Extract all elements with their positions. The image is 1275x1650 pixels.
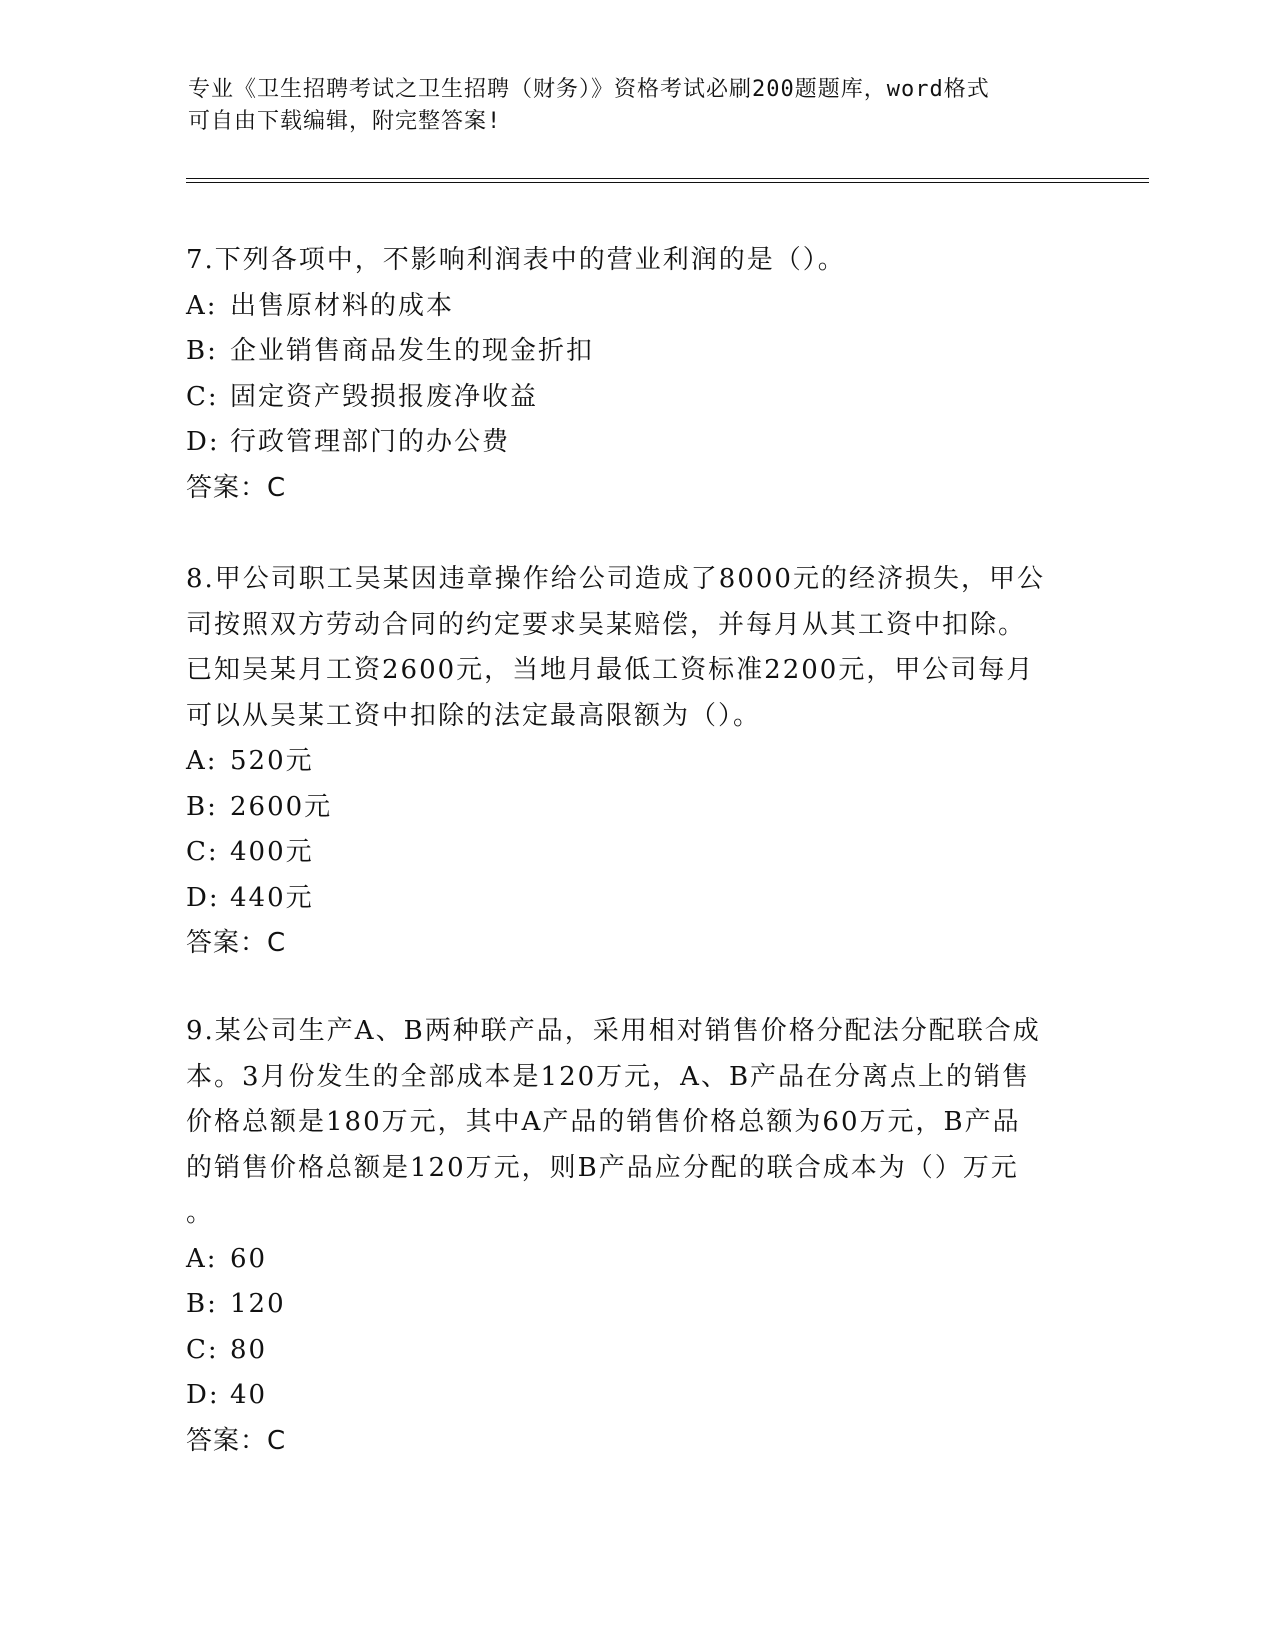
question-8: [186, 557, 1086, 967]
option-key: A:: [186, 1243, 218, 1274]
option-key: B:: [186, 791, 218, 822]
option-c: [186, 1328, 1086, 1374]
option-d: [186, 876, 1086, 922]
question-stem-line: 9.某公司生产A、B两种联产品，采用相对销售价格分配法分配联合成: [186, 1016, 1041, 1046]
option-key: D:: [186, 1380, 220, 1410]
header-line-2: 可自由下载编辑，附完整答案!: [188, 109, 502, 134]
option-text: 40: [230, 1380, 268, 1410]
question-stem-line: 价格总额是180万元，其中A产品的销售价格总额为60万元，B产品: [186, 1107, 1021, 1137]
question-stem-line: 可以从吴某工资中扣除的法定最高限额为（）。: [186, 700, 762, 731]
document-header: [188, 74, 1068, 138]
question-stem-line: 本。3月份发生的全部成本是120万元，A、B产品在分离点上的销售: [186, 1061, 1031, 1092]
question-stem-line: 8.甲公司职工吴某因违章操作给公司造成了8000元的经济损失，甲公: [186, 564, 1045, 594]
header-line-1: 专业《卫生招聘考试之卫生招聘（财务）》资格考试必刷200题题库，word格式: [188, 77, 990, 102]
option-a: [186, 739, 1086, 785]
option-b: [186, 329, 1086, 375]
question-stem-line: 已知吴某月工资2600元，当地月最低工资标准2200元，甲公司每月: [186, 655, 1035, 685]
option-d: [186, 1373, 1086, 1419]
option-text: 2600元: [230, 791, 333, 822]
option-c: [186, 830, 1086, 876]
option-key: C:: [186, 837, 219, 867]
answer-line: 答案：C: [186, 472, 287, 503]
option-text: 出售原材料的成本: [230, 290, 455, 321]
option-key: D:: [186, 427, 220, 457]
option-key: A:: [186, 746, 218, 776]
option-b: [186, 1282, 1086, 1328]
option-text: 120: [230, 1289, 286, 1319]
option-a: [186, 284, 1086, 330]
option-key: D:: [186, 882, 220, 913]
option-text: 400元: [230, 837, 314, 867]
question-9: [186, 1009, 1086, 1464]
option-c: [186, 375, 1086, 421]
option-key: C:: [186, 381, 219, 412]
option-text: 440元: [230, 882, 314, 913]
answer-line: 答案：C: [186, 1425, 287, 1456]
question-7: [186, 238, 1086, 511]
header-divider-top: [186, 178, 1149, 179]
option-key: B:: [186, 336, 218, 366]
option-a: [186, 1237, 1086, 1283]
header-divider-bottom: [186, 182, 1149, 183]
option-key: B:: [186, 1289, 218, 1319]
option-text: 80: [230, 1334, 268, 1365]
option-text: 行政管理部门的办公费: [230, 427, 511, 457]
question-stem-line: 司按照双方劳动合同的约定要求吴某赔偿，并每月从其工资中扣除。: [186, 609, 1027, 640]
question-stem-line: 。: [186, 1198, 215, 1228]
option-text: 60: [230, 1243, 268, 1274]
option-d: [186, 420, 1086, 466]
question-stem-line: 的销售价格总额是120万元，则B产品应分配的联合成本为（）万元: [186, 1152, 1019, 1183]
option-b: [186, 785, 1086, 831]
option-text: 520元: [230, 746, 314, 776]
answer-line: 答案：C: [186, 928, 287, 958]
option-text: 固定资产毁损报废净收益: [230, 381, 539, 412]
option-text: 企业销售商品发生的现金折扣: [230, 336, 595, 366]
option-key: C:: [186, 1334, 219, 1365]
option-key: A:: [186, 290, 218, 321]
question-stem-line: 7.下列各项中，不影响利润表中的营业利润的是（）。: [186, 245, 846, 275]
